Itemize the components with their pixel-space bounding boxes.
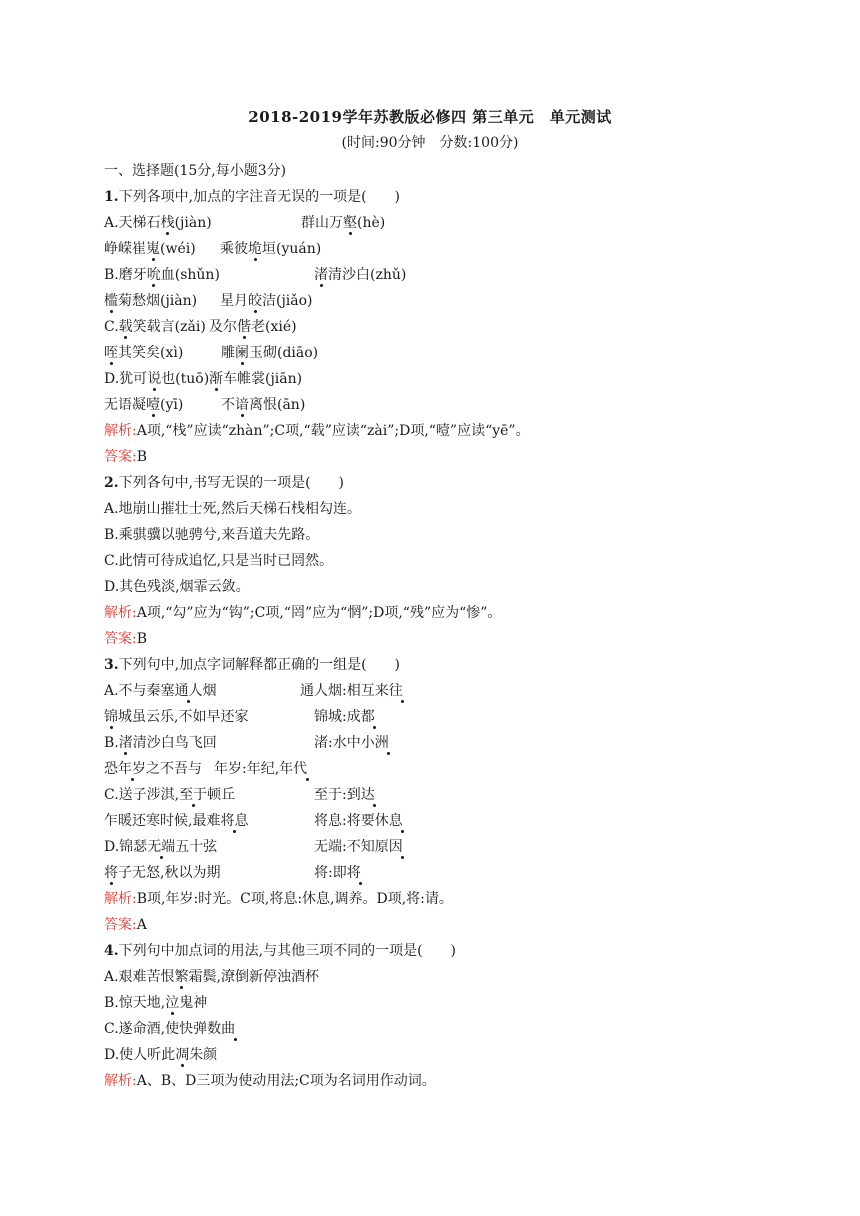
option-part-a	[104, 709, 248, 725]
option-row	[104, 730, 764, 756]
option-part-b	[314, 782, 375, 808]
option-row	[104, 834, 764, 860]
answer-label: 答案:	[104, 449, 137, 465]
dotted-text: 将	[104, 865, 118, 881]
option-part-b	[221, 340, 318, 366]
option-line: B.乘骐骥以驰骋兮,来吾道夫先路。	[104, 527, 320, 543]
option-line: D.其色残淡,烟霏云敛。	[104, 579, 250, 595]
option-part-a	[104, 735, 217, 751]
question-number: 4.	[104, 943, 119, 959]
option-text: 菊愁烟(jiàn)	[118, 293, 198, 309]
answer-label: 答案:	[104, 631, 137, 647]
option-part-a	[104, 787, 235, 803]
option-part-a	[104, 293, 197, 309]
option-text: 顿丘	[207, 787, 236, 803]
analysis-label: 解析:	[104, 1073, 137, 1089]
answer-value: B	[136, 449, 148, 465]
option-text: 雕	[221, 345, 235, 361]
option-text: 也(tuō)	[161, 371, 210, 387]
question-text: 下列句中,加点字词解释都正确的一组是( )	[118, 657, 400, 673]
option-row	[104, 262, 764, 288]
option-part-b	[314, 808, 403, 834]
option-text: 玉砌(diāo)	[249, 345, 319, 361]
dotted-text: 渐	[209, 371, 223, 387]
dotted-text: 偕	[237, 319, 251, 335]
analysis-line	[104, 1068, 764, 1094]
option-text: 笑载言(zǎi)	[132, 319, 206, 335]
dotted-text: 泣	[165, 995, 180, 1011]
option-text: 霜鬓,潦倒新停浊酒杯	[188, 969, 320, 985]
option-text: 锦城:成都	[314, 709, 375, 725]
option-line	[104, 1042, 764, 1068]
option-text: 城虽云乐,不如早还家	[118, 709, 249, 725]
option-part-a	[104, 319, 206, 335]
option-text: C.	[104, 319, 119, 335]
option-text: 渚:水中小洲	[314, 735, 389, 751]
option-text: B.磨牙	[104, 267, 147, 283]
analysis-label: 解析:	[104, 891, 137, 907]
dotted-text: 凋	[175, 1047, 190, 1063]
document-body	[104, 158, 764, 1094]
option-text: 离恨(ān)	[249, 397, 306, 413]
question-stem	[104, 652, 764, 678]
answer-line	[104, 912, 764, 938]
option-text: 烟	[202, 683, 217, 699]
option-text: A.天梯石	[104, 215, 161, 231]
option-text: 老(xié)	[251, 319, 297, 335]
option-text: 群山万	[301, 215, 343, 231]
option-text: 无语凝	[104, 397, 146, 413]
option-part-b	[314, 834, 403, 860]
section-heading: 一、选择题(15分,每小题3分)	[104, 163, 287, 179]
answer-value: A	[136, 917, 147, 933]
dotted-text: 垝	[248, 241, 262, 257]
dotted-text: 嵬	[146, 241, 160, 257]
question-text: 下列句中加点词的用法,与其他三项不同的一项是( )	[118, 943, 456, 959]
option-part-a	[104, 345, 183, 361]
question-text: 下列各句中,书写无误的一项是( )	[118, 475, 344, 491]
option-text: C.送子涉淇,	[104, 787, 180, 803]
answer-value: B	[136, 631, 148, 647]
option-part-b	[301, 210, 385, 236]
option-text: 垣(yuán)	[262, 241, 322, 257]
option-row	[104, 704, 764, 730]
analysis-label: 解析:	[104, 423, 137, 439]
option-text: 将息:将要休息	[314, 813, 403, 829]
option-part-a	[104, 813, 248, 829]
option-part-a	[104, 215, 212, 231]
analysis-label: 解析:	[104, 605, 137, 621]
dotted-text: 通人	[174, 683, 203, 699]
option-part-b	[314, 730, 389, 756]
answer-label: 答案:	[104, 917, 137, 933]
dotted-text: 谙	[235, 397, 249, 413]
option-text: 不	[221, 397, 235, 413]
option-text: 子无怒,秋以为期	[118, 865, 221, 881]
option-row	[104, 340, 764, 366]
option-part-b	[214, 756, 307, 782]
option-text: 洁(jiǎo)	[262, 293, 313, 309]
option-part-a	[104, 683, 217, 699]
option-text: B.惊天地,	[104, 995, 166, 1011]
option-row	[104, 860, 764, 886]
option-line	[104, 964, 764, 990]
dotted-text: 槛	[104, 293, 118, 309]
question-text: 下列各项中,加点的字注音无误的一项是( )	[118, 189, 400, 205]
option-part-a	[104, 761, 202, 777]
question-number: 3.	[104, 657, 119, 673]
analysis-line	[104, 418, 764, 444]
option-text: 清沙白鸟飞回	[132, 735, 217, 751]
option-text: 至于:到达	[314, 787, 375, 803]
option-text: 及尔	[209, 319, 237, 335]
option-row	[104, 210, 764, 236]
option-row	[104, 756, 764, 782]
question-number: 1.	[104, 189, 119, 205]
analysis-text: A、B、D三项为使动用法;C项为名词用作动词。	[136, 1073, 436, 1089]
option-text: D.使人听此	[104, 1047, 176, 1063]
dotted-text: 栈	[160, 215, 175, 231]
option-part-b	[221, 392, 305, 418]
analysis-line	[104, 600, 764, 626]
analysis-text: A项,“栈”应读“zhàn”;C项,“载”应读“zài”;D项,“噎”应读“yē”。	[136, 423, 530, 439]
option-row	[104, 808, 764, 834]
dotted-text: 无端	[147, 839, 176, 855]
option-part-b	[209, 314, 297, 340]
dotted-text: 锦	[104, 709, 118, 725]
option-part-a	[104, 865, 220, 881]
option-line: C.此情可待成追忆,只是当时已罔然。	[104, 553, 334, 569]
option-text: 其笑矣(xì)	[118, 345, 184, 361]
question-stem	[104, 184, 764, 210]
option-row	[104, 366, 764, 392]
option-line: A.地崩山摧壮士死,然后天梯石栈相勾连。	[104, 501, 362, 517]
option-text: D.犹可	[104, 371, 148, 387]
option-text: (hè)	[357, 215, 386, 231]
answer-line	[104, 626, 764, 652]
option-text: 通人烟:相互来往	[300, 683, 403, 699]
option-part-b	[300, 678, 403, 704]
dotted-text: 壑	[343, 215, 357, 231]
option-row	[104, 392, 764, 418]
dotted-text: 阑	[235, 345, 249, 361]
option-part-a	[104, 267, 220, 283]
page-subtitle: (时间:90分钟 分数:100分)	[341, 135, 519, 151]
option-part-b	[220, 288, 313, 314]
option-text: D.锦瑟	[104, 839, 148, 855]
option-text: 之不吾与	[146, 761, 202, 777]
dotted-text: 至于	[179, 787, 208, 803]
option-row	[104, 782, 764, 808]
option-text: A.不与秦塞	[104, 683, 175, 699]
dotted-text: 咥	[104, 345, 118, 361]
option-text: 无端:不知原因	[314, 839, 403, 855]
option-text: B.	[104, 735, 119, 751]
dotted-text: 说	[147, 371, 162, 387]
option-text: 星月	[220, 293, 248, 309]
option-part-b	[314, 860, 361, 886]
option-text: 朱颜	[189, 1047, 218, 1063]
option-part-a	[104, 397, 183, 413]
option-row	[104, 678, 764, 704]
option-part-b	[220, 236, 321, 262]
option-text: 年岁:年纪,年代	[214, 761, 308, 777]
dotted-text: 噎	[146, 397, 160, 413]
page-title: 2018-2019学年苏教版必修四 第三单元 单元测试	[248, 108, 612, 126]
analysis-text: B项,年岁:时光。C项,将息:休息,调养。D项,将:请。	[136, 891, 453, 907]
answer-line	[104, 444, 764, 470]
dotted-text: 渚	[118, 735, 133, 751]
dotted-text: 载	[118, 319, 133, 335]
option-row	[104, 236, 764, 262]
dotted-text: 吮	[146, 267, 161, 283]
option-text: (jiàn)	[174, 215, 212, 231]
option-text: (wéi)	[160, 241, 196, 257]
option-line	[104, 1016, 764, 1042]
option-text: 恐	[104, 761, 118, 777]
option-text: 乍暖还寒时候,最难	[104, 813, 221, 829]
dotted-text: 繁	[174, 969, 189, 985]
option-row	[104, 314, 764, 340]
option-text: A.艰难苦恨	[104, 969, 175, 985]
dotted-text: 将息	[220, 813, 249, 829]
question-number: 2.	[104, 475, 119, 491]
option-text: 乘彼	[220, 241, 248, 257]
option-part-b	[209, 366, 302, 392]
dotted-text: 渚	[314, 267, 328, 283]
option-text: C.遂命酒,使快弹数曲	[104, 1021, 236, 1037]
option-text: 峥嵘崔	[104, 241, 146, 257]
option-line	[104, 990, 764, 1016]
option-part-a	[104, 839, 217, 855]
option-text: 鬼神	[179, 995, 208, 1011]
analysis-line	[104, 886, 764, 912]
question-stem	[104, 938, 764, 964]
option-text: 将:即将	[314, 865, 361, 881]
option-text: 血(shǔn)	[160, 267, 220, 283]
option-text: (yī)	[160, 397, 184, 413]
dotted-text: 年岁	[118, 761, 146, 777]
option-text: 五十弦	[175, 839, 218, 855]
dotted-text: 皎	[248, 293, 262, 309]
option-part-a	[104, 241, 196, 257]
question-stem	[104, 470, 764, 496]
option-part-b	[314, 704, 375, 730]
option-text: 车帷裳(jiān)	[223, 371, 303, 387]
option-part-a	[104, 371, 209, 387]
analysis-text: A项,“勾”应为“钩”;C项,“罔”应为“惘”;D项,“残”应为“惨”。	[136, 605, 502, 621]
option-row	[104, 288, 764, 314]
option-part-b	[314, 262, 406, 288]
option-text: 清沙白(zhǔ)	[328, 267, 407, 283]
